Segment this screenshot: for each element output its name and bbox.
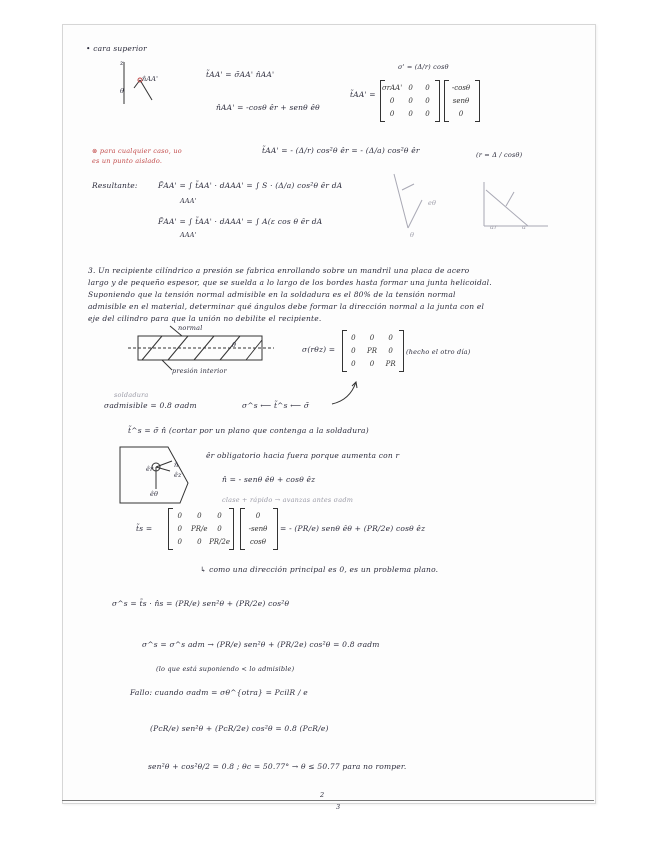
- axis-label-theta: θ: [120, 87, 125, 95]
- matrix-cell: 0: [197, 537, 202, 546]
- matrix-cell: 0: [197, 512, 202, 521]
- equation-1: σ^s = t̃s · n̂s = (PR/e) sen²θ + (PR/2e) cos²θ: [112, 599, 290, 608]
- problem-line-3: Suponiendo que la tensión normal admisible en la soldadura es el 80% de la tensión normal: [88, 290, 456, 299]
- stress-matrix-top-cells: [382, 82, 436, 120]
- matrix-cell: 0: [408, 84, 413, 93]
- fig-label-pressure: presión interior: [172, 367, 227, 375]
- normal-vector-top-cells: [446, 82, 476, 120]
- matrix-cell: 0: [408, 96, 413, 105]
- equation-3: (PcR/e) sen²θ + (PcR/2e) cos²θ = 0.8 (PcR/e): [150, 724, 329, 733]
- equation-2-note: (lo que está suponiendo < lo admisible): [156, 665, 295, 673]
- matrix-cell: 0: [177, 512, 182, 521]
- ts-vector-cells: [242, 510, 274, 548]
- traction-definition: t̃^s = σ̃ n̂ (cortar por un plano que contenga a la soldadura): [128, 426, 369, 435]
- circle-label-n: n̂: [174, 461, 179, 469]
- resultante-label: Resultante:: [92, 181, 138, 190]
- matrix-cell: 0: [389, 109, 395, 118]
- sigma-admisible: σadmisible = 0.8 σadm: [104, 401, 197, 410]
- matrix-cell: σrAA': [382, 84, 403, 93]
- matrix-cell: 0: [425, 84, 430, 93]
- matrix-cell: PR/2e: [209, 537, 230, 546]
- matrix-cell: 0: [351, 359, 356, 368]
- chain-arrow: [330, 380, 360, 406]
- vector-cell: -senθ: [248, 524, 268, 533]
- tAA-result: t̃AA' = - (Δ/r) cos²θ êr = - (Δ/a) cos²θ êr: [262, 146, 420, 155]
- soldadura-label: soldadura: [114, 391, 149, 399]
- tAA-definition: t̃AA' = σ̃AA' n̂AA': [206, 70, 275, 79]
- matrix-cell: 0: [177, 524, 182, 533]
- force-integral-2: F̃AA' = ∫ t̃AA' · dAAA' = ∫ A(ε cos θ êr dA: [158, 217, 323, 226]
- circle-label-ez: êz: [174, 471, 182, 479]
- matrix-cell: 0: [408, 109, 413, 118]
- matrix-cell: 0: [388, 334, 393, 343]
- er-note: êr obligatorio hacia fuera porque aumenta con r: [206, 451, 400, 460]
- fallo-condition: Fallo: cuando σadm = σθ^{otra} = PcilR / e: [130, 688, 308, 697]
- matrix-cell: 0: [388, 346, 393, 355]
- page-number-inner: 2: [320, 791, 325, 799]
- vector-cell: cosθ: [250, 537, 266, 546]
- matrix-cell: 0: [217, 524, 222, 533]
- vector-cell: 0: [458, 109, 464, 118]
- sigma-rtz-note: (hecho el otro día): [406, 348, 471, 356]
- matrix-cell: 0: [425, 109, 430, 118]
- matrix-cell: 0: [425, 96, 430, 105]
- tAA-matrix-label: t̃AA' =: [350, 90, 376, 99]
- matrix-cell: PR/e: [191, 524, 208, 533]
- sketch-label-theta: θ: [410, 231, 415, 239]
- principal-note: ↳ como una dirección principal es 0, es un problema plano.: [200, 565, 439, 574]
- matrix-cell: 0: [369, 359, 375, 368]
- red-note-line-1: ⊗ para cualquier caso, uo: [92, 147, 182, 155]
- scanned-page: [62, 24, 596, 804]
- ts-matrix-cells: [170, 510, 230, 548]
- problem-line-1: 3. Un recipiente cilíndrico a presión se fabrica enrollando sobre un mandril una placa de acero: [88, 266, 470, 275]
- heading-cara-superior: • cara superior: [86, 44, 147, 53]
- page-bottom-line: [62, 800, 594, 801]
- tAA-side-note: (r = Δ / cosθ): [476, 151, 523, 159]
- faint-sketches: [388, 170, 568, 240]
- page-number-outer: 3: [336, 803, 341, 811]
- matrix-cell: 0: [369, 334, 375, 343]
- matrix-cell: 0: [351, 346, 356, 355]
- axis-label-n: n̂AA': [142, 75, 159, 83]
- matrix-cell: 0: [351, 334, 356, 343]
- vector-cell: senθ: [452, 96, 470, 105]
- force-integral-2-sub: AAA': [180, 231, 197, 239]
- matrix-cell: PR: [367, 346, 377, 355]
- matrix-cell: PR: [385, 359, 396, 368]
- sketch-label-a: a: [522, 223, 527, 231]
- sketch-label-ar: ar: [490, 223, 498, 231]
- force-integral-1-sub: AAA': [180, 197, 197, 205]
- matrix-cell: 0: [389, 96, 395, 105]
- ts-label: t̃s =: [136, 524, 153, 533]
- sigma-note: σ' = (Δ/r) cosθ: [398, 63, 449, 71]
- equation-4: sen²θ + cos²θ/2 = 0.8 ; θc = 50.77° → θ ≤ 50.77 para no romper.: [148, 762, 407, 771]
- sigma-rtz-label: σ(rθz) =: [302, 345, 336, 354]
- axis-label-r: z: [120, 59, 124, 67]
- force-integral-1: F̃AA' = ∫ t̃AA' · dAAA' = ∫ S · (Δ/a) cos²θ êr dA: [158, 181, 343, 190]
- stress-chain: σ^s ⟵ t̃^s ⟵ σ̃: [242, 401, 310, 410]
- bubble-note: clase + rápido → avanzas antes σadm: [222, 496, 354, 504]
- fig-label-normal: normal: [178, 324, 203, 332]
- equation-2: σ^s = σ^s adm → (PR/e) sen²θ + (PR/2e) cos²θ = 0.8 σadm: [142, 640, 380, 649]
- red-note-line-2: es un punto aislado.: [92, 157, 163, 165]
- nAA-definition: n̂AA' = -cosθ êr + senθ êθ: [216, 103, 320, 112]
- vector-cell: 0: [255, 512, 261, 521]
- n-definition: n̂ = - senθ êθ + cosθ êz: [222, 475, 316, 484]
- problem-line-2: largo y de pequeño espesor, que se suelda a lo largo de los bordes hasta formar una junta helicoidal.: [88, 278, 492, 287]
- matrix-cell: 0: [217, 512, 222, 521]
- problem-line-4: admisible en el material, determinar qué ángulos debe formar la dirección normal a la junta con el: [88, 302, 485, 311]
- matrix-cell: 0: [177, 537, 182, 546]
- sigma-rtz-cells: [344, 332, 400, 370]
- sketch-label-etheta: eθ: [428, 199, 437, 207]
- circle-label-er: êr: [146, 465, 154, 473]
- vector-cell: -cosθ: [451, 84, 471, 93]
- problem-line-5: eje del cilindro para que la unión no debilite el recipiente.: [88, 314, 322, 323]
- circle-label-etheta: êθ: [150, 490, 159, 498]
- ts-result: = - (PR/e) senθ êθ + (PR/2e) cosθ êz: [280, 524, 426, 533]
- fig-label-theta: θ: [232, 341, 237, 349]
